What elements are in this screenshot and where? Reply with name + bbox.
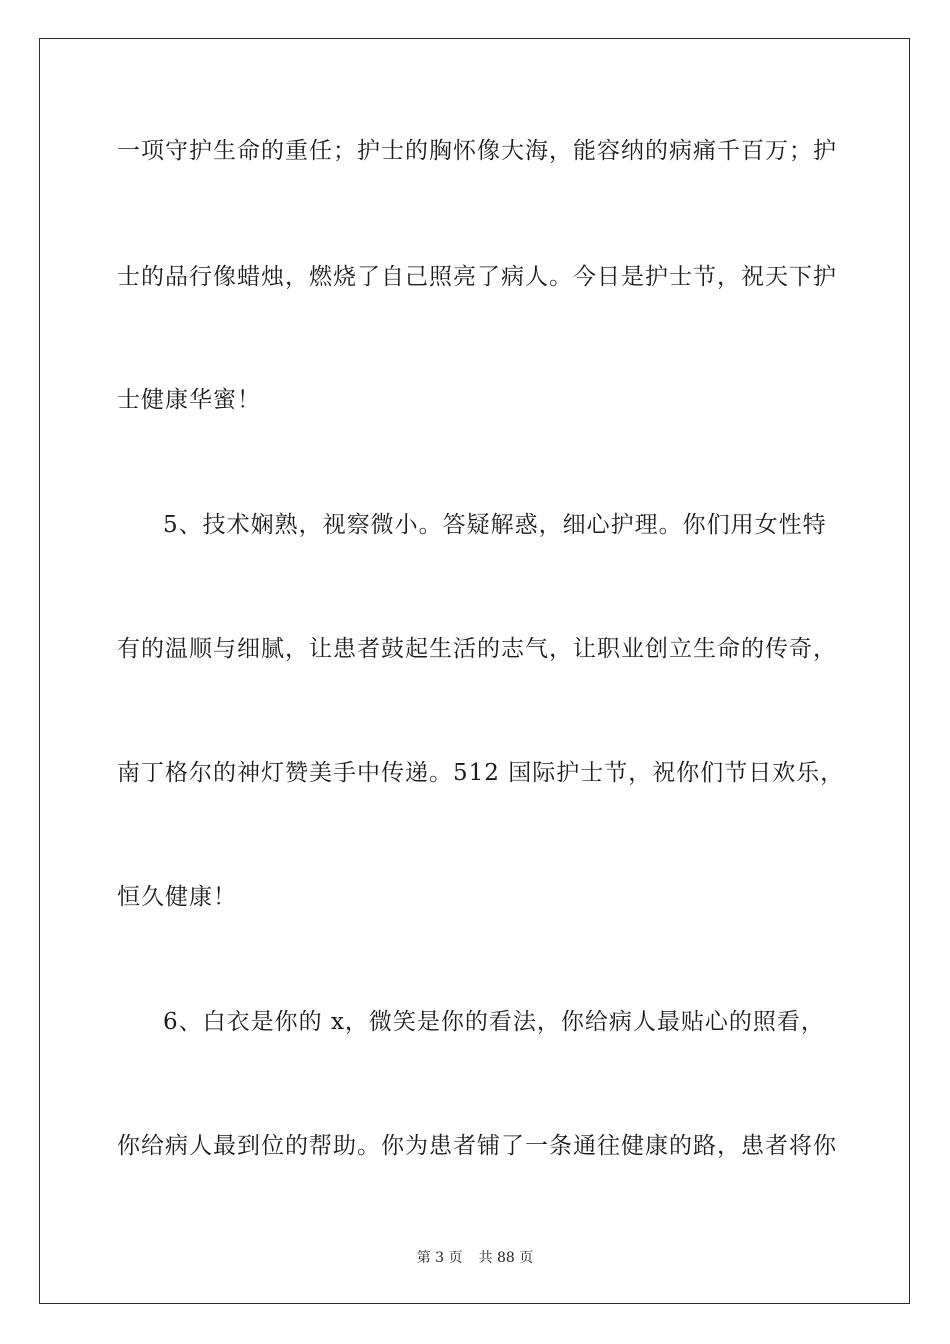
- page-footer: [0, 1247, 950, 1267]
- paragraph-5-line-1: 5、技术娴熟，视察微小。答疑解惑，细心护理。你们用女性特: [163, 512, 827, 538]
- total-pages: 共 88 页: [478, 1250, 534, 1266]
- page-border: [39, 38, 910, 1304]
- paragraph-5-line-2: 有的温顺与细腻，让患者鼓起生活的志气，让职业创立生命的传奇，: [117, 636, 837, 662]
- paragraph-5-line-4: 恒久健康！: [117, 884, 237, 910]
- text-line-2: 士的品行像蜡烛，燃烧了自己照亮了病人。今日是护士节，祝天下护: [117, 264, 837, 290]
- paragraph-5-line-3: 南丁格尔的神灯赞美手中传递。512 国际护士节，祝你们节日欢乐，: [117, 760, 845, 786]
- paragraph-6-line-1: 6、白衣是你的 x，微笑是你的看法，你给病人最贴心的照看，: [163, 1009, 825, 1035]
- paragraph-6-line-2: 你给病人最到位的帮助。你为患者铺了一条通往健康的路，患者将你: [117, 1133, 837, 1159]
- page-number: 第 3 页: [416, 1250, 463, 1266]
- text-line-3: 士健康华蜜！: [117, 387, 261, 413]
- text-line-1: 一项守护生命的重任；护士的胸怀像大海，能容纳的病痛千百万；护: [117, 138, 837, 164]
